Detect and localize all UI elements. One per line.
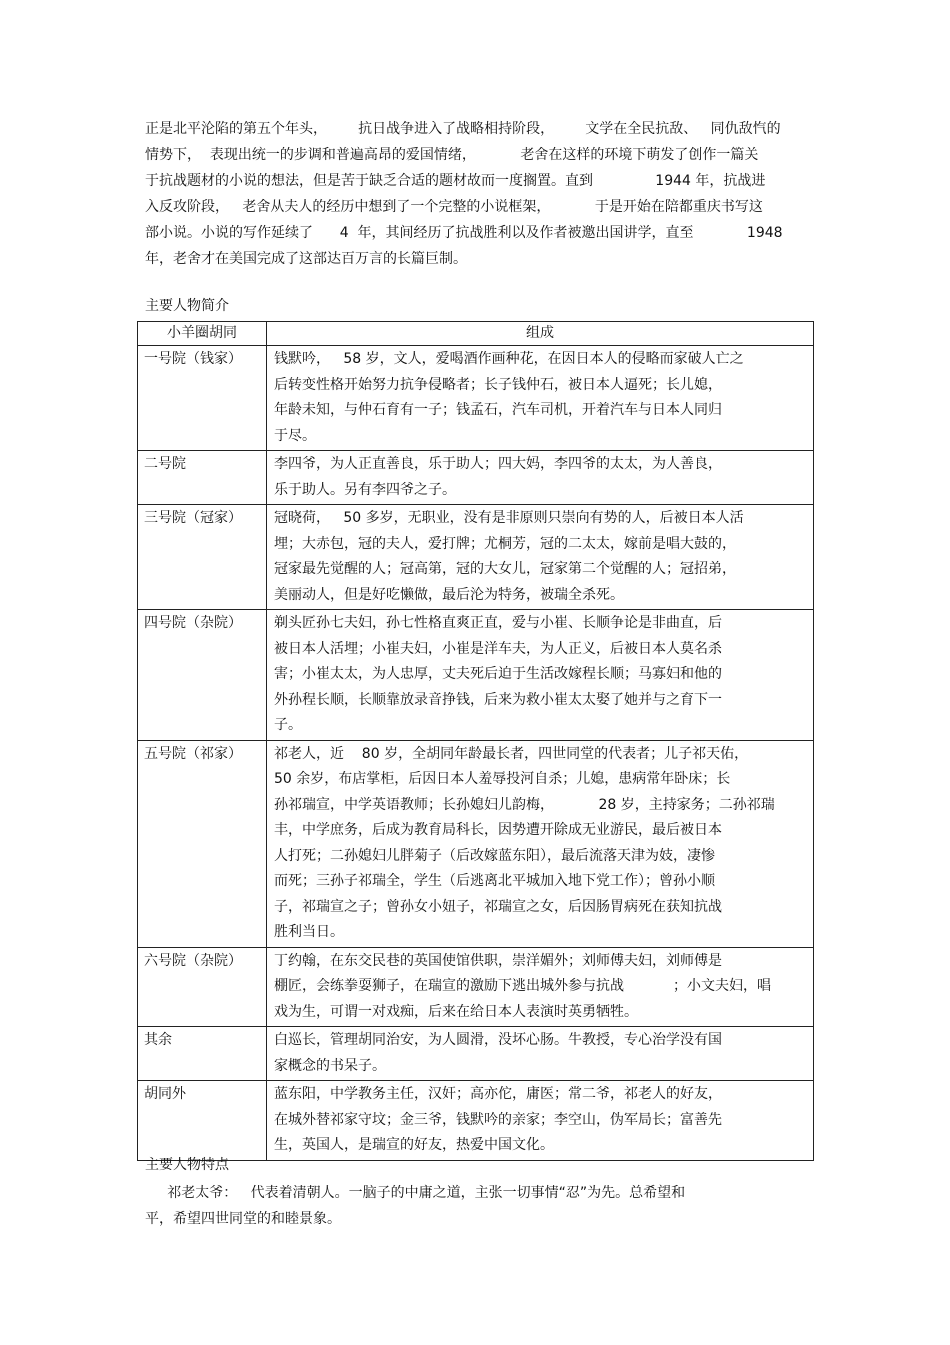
description-line: 于尽。	[274, 427, 316, 444]
description-line: 害；小崔太太，为人忠厚，丈夫死后迫于生活改嫁程长顺；马寡妇和他的	[274, 666, 722, 682]
description-line: 被日本人活埋；小崔夫妇，小崔是洋车夫，为人正义，后被日本人莫名杀	[274, 640, 722, 657]
courtyard-name: 五号院（祁家）	[138, 740, 267, 947]
trait-paragraph	[145, 1180, 813, 1232]
description-line: 胜利当日。	[274, 924, 344, 940]
description-line: 后转变性格开始努力抗争侵略者；长子钱仲石，被日本人逼死；长儿媳，	[274, 376, 722, 393]
description-line: 乐于助人。另有李四爷之子。	[274, 481, 456, 498]
courtyard-name: 二号院	[138, 451, 267, 505]
courtyard-name: 三号院（冠家）	[138, 505, 267, 610]
courtyard-name: 六号院（杂院）	[138, 947, 267, 1027]
intro-paragraph	[145, 116, 813, 272]
description-line: 戏为生，可谓一对戏痴，后来在给日本人表演时英勇牺牲。	[274, 1003, 638, 1020]
table-header-row	[138, 322, 814, 346]
intro-line: 入反攻阶段， 老舍从夫人的经历中想到了一个完整的小说框架， 于是开始在陪都重庆书写这	[145, 199, 763, 215]
description-line: 冠家最先觉醒的人；冠高第，冠的大女儿，冠家第二个觉醒的人；冠招弟，	[274, 561, 736, 577]
description-line: 孙祁瑞宣，中学英语教师；长孙媳妇儿韵梅， 28 岁，主持家务；二孙祁瑞	[274, 796, 775, 813]
residents-description	[267, 451, 814, 505]
description-line: 冠晓荷， 50 多岁，无职业，没有是非原则只崇向有势的人，后被日本人活	[274, 510, 744, 526]
description-line: 祁老人，近 80 岁，全胡同年龄最长者，四世同堂的代表者；儿子祁天佑，	[274, 745, 749, 762]
description-line: 棚匠，会练拳耍狮子，在瑞宣的激励下逃出城外参与抗战 ；小文夫妇，唱	[274, 978, 771, 994]
residents-description	[267, 346, 814, 451]
table-row	[138, 740, 814, 947]
character-table	[137, 321, 814, 1161]
description-line: 埋；大赤包，冠的夫人，爱打牌；尤桐芳，冠的二太太，嫁前是唱大鼓的，	[274, 535, 736, 552]
header-alley: 小羊圈胡同	[138, 322, 267, 346]
trait-line: 祁老太爷： 代表着清朝人。一脑子的中庸之道，主张一切事情“忍”为先。总希望和	[145, 1185, 686, 1201]
description-line: 丁约翰，在东交民巷的英国使馆供职，崇洋媚外；刘师傅夫妇，刘师傅是	[274, 952, 722, 969]
intro-line: 正是北平沦陷的第五个年头， 抗日战争进入了战略相持阶段， 文学在全民抗敌、 同仇敌忾的	[145, 121, 781, 137]
header-composition: 组成	[267, 322, 814, 346]
description-line: 李四爷，为人正直善良，乐于助人；四大妈，李四爷的太太，为人善良，	[274, 456, 722, 472]
character-traits-heading: 主要人物特点	[145, 1157, 229, 1173]
description-line: 50 余岁，布店掌柜，后因日本人羞辱投河自杀；儿媳，患病常年卧床；长	[274, 771, 731, 787]
description-line: 子，祁瑞宣之子；曾孙女小妞子，祁瑞宣之女，后因肠胃病死在获知抗战	[274, 898, 722, 915]
courtyard-name: 胡同外	[138, 1081, 267, 1161]
intro-line: 年，老舍才在美国完成了这部达百万言的长篇巨制。	[145, 251, 467, 267]
trait-line: 平，希望四世同堂的和睦景象。	[145, 1211, 341, 1227]
description-line: 子。	[274, 717, 302, 733]
table-row	[138, 346, 814, 451]
description-line: 而死；三孙子祁瑞全，学生（后逃离北平城加入地下党工作）；曾孙小顺	[274, 873, 715, 889]
residents-description	[267, 505, 814, 610]
table-row	[138, 505, 814, 610]
residents-description	[267, 740, 814, 947]
table-row	[138, 947, 814, 1027]
residents-description	[267, 610, 814, 741]
description-line: 美丽动人，但是好吃懒做，最后沦为特务，被瑞全杀死。	[274, 586, 624, 603]
character-intro-heading: 主要人物简介	[145, 298, 229, 314]
courtyard-name: 其余	[138, 1027, 267, 1081]
table-row	[138, 1081, 814, 1161]
residents-description	[267, 947, 814, 1027]
courtyard-name: 一号院（钱家）	[138, 346, 267, 451]
residents-description	[267, 1027, 814, 1081]
description-line: 年龄未知，与仲石育有一子；钱孟石，汽车司机，开着汽车与日本人同归	[274, 402, 722, 418]
description-line: 家概念的书呆子。	[274, 1057, 386, 1074]
intro-line: 情势下， 表现出统一的步调和普遍高昂的爱国情绪， 老舍在这样的环境下萌发了创作一篇关	[145, 147, 759, 163]
intro-line: 于抗战题材的小说的想法，但是苦于缺乏合适的题材故而一度搁置。直到 1944 年，抗战进	[145, 173, 766, 189]
table-row	[138, 1027, 814, 1081]
description-line: 人打死；二孙媳妇儿胖菊子（后改嫁蓝东阳），最后流落天津为妓，凄惨	[274, 847, 715, 864]
intro-line: 部小说。小说的写作延续了 4 年，其间经历了抗战胜利以及作者被邀出国讲学，直至 1948	[145, 225, 783, 241]
table-row	[138, 451, 814, 505]
description-line: 丰，中学庶务，后成为教育局科长，因势遭开除成无业游民，最后被日本	[274, 822, 722, 838]
description-line: 白巡长，管理胡同治安，为人圆滑，没坏心肠。牛教授，专心治学没有国	[274, 1032, 722, 1048]
table-body	[138, 346, 814, 1161]
residents-description	[267, 1081, 814, 1161]
description-line: 外孙程长顺，长顺靠放录音挣钱，后来为救小崔太太娶了她并与之育下一	[274, 691, 722, 708]
description-line: 蓝东阳，中学教务主任，汉奸；高亦佗，庸医；常二爷，祁老人的好友，	[274, 1086, 722, 1102]
description-line: 生，英国人，是瑞宣的好友，热爱中国文化。	[274, 1137, 554, 1153]
table-row	[138, 610, 814, 741]
description-line: 剃头匠孙七夫妇，孙七性格直爽正直，爱与小崔、长顺争论是非曲直，后	[274, 615, 722, 631]
description-line: 在城外替祁家守坟；金三爷，钱默吟的亲家；李空山，伪军局长；富善先	[274, 1111, 722, 1128]
courtyard-name: 四号院（杂院）	[138, 610, 267, 741]
description-line: 钱默吟， 58 岁，文人，爱喝酒作画种花，在因日本人的侵略而家破人亡之	[274, 351, 744, 367]
